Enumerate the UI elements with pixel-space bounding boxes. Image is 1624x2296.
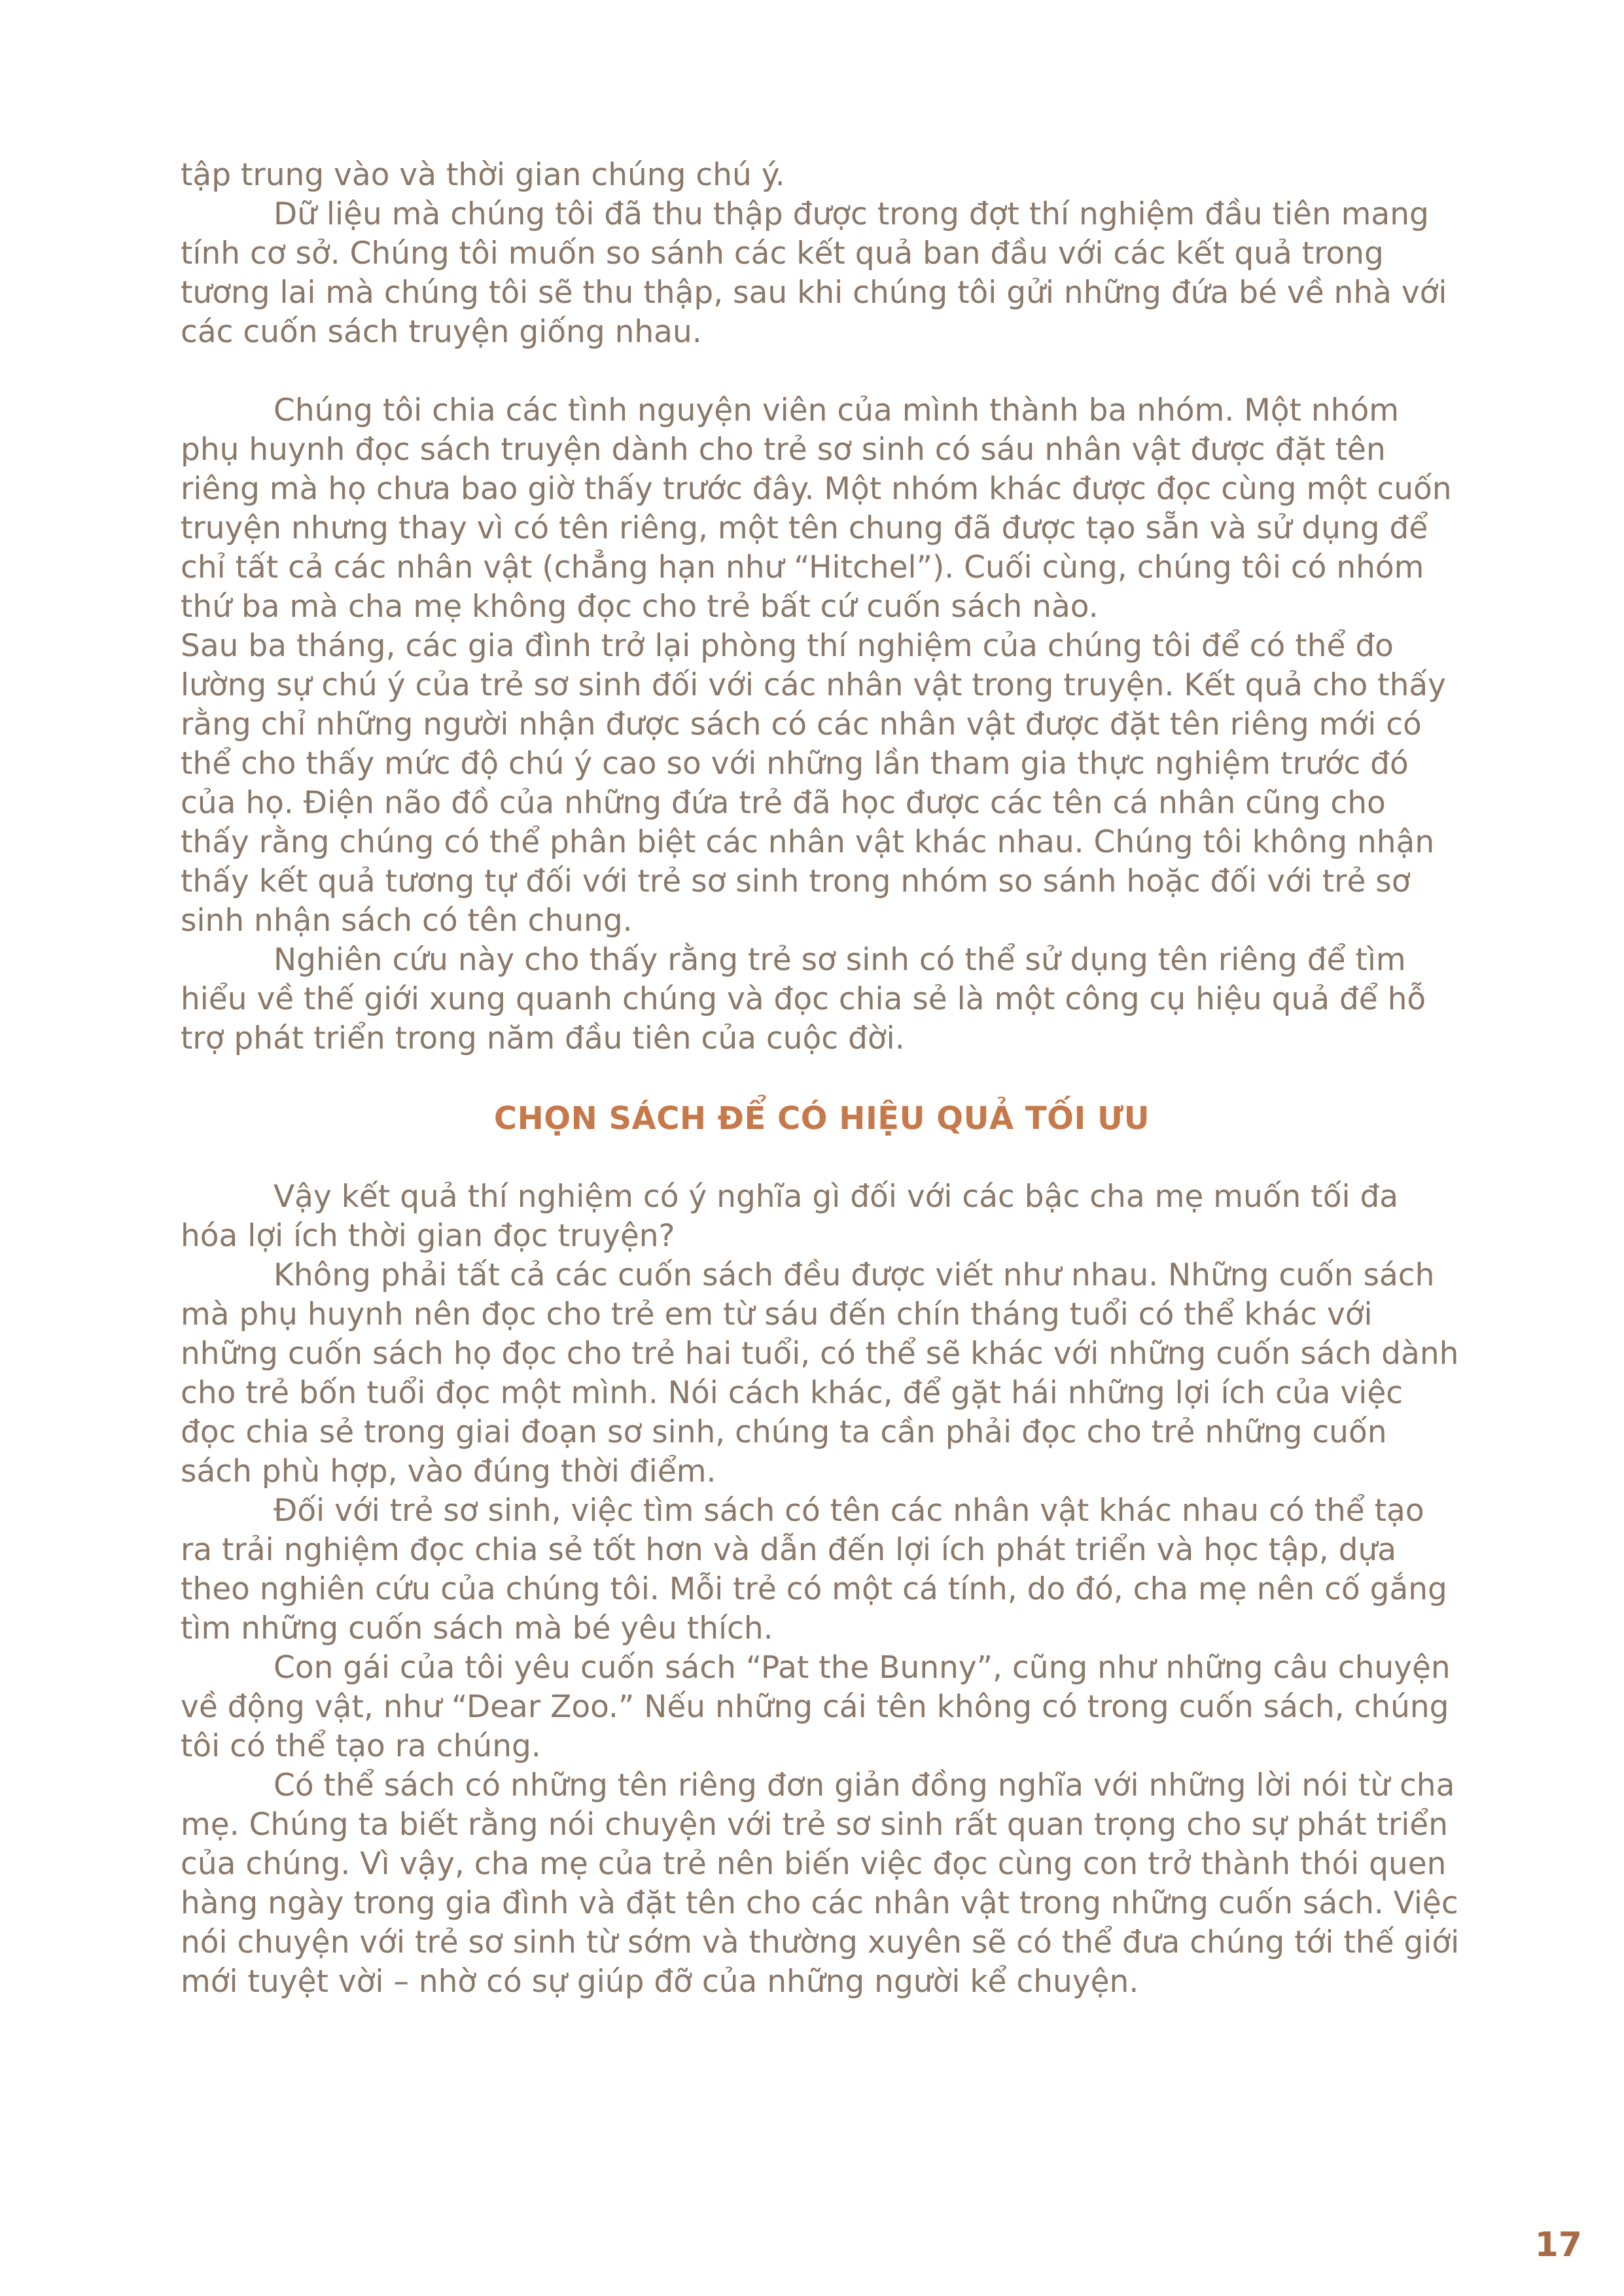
paragraph-10: Có thể sách có những tên riêng đơn giản đồng nghĩa với những lời nói từ cha mẹ. Chúng ta biết rằng nói chuyện với trẻ sơ sinh rất quan trọng cho sự phát triển của chúng. Vì vậy, cha mẹ của trẻ nên biến việc đọc cùng con trở thành thói quen hàng ngày trong gia đình và đặt tên cho các nhân vật trong những cuốn sách. Việc nói chuyện với trẻ sơ sinh từ sớm và thường xuyên sẽ có thể đưa chúng tới thế giới mới tuyệt vời – nhờ có sự giúp đỡ của những người kể chuyện. [181,1767,1460,2000]
paragraph-9: Con gái của tôi yêu cuốn sách “Pat the Bunny”, cũng như những câu chuyện về động vật, như “Dear Zoo.” Nếu những cái tên không có trong cuốn sách, chúng tôi có thể tạo ra chúng. [181,1650,1451,1764]
heading-gap [181,1058,1463,1099]
page-number: 17 [1534,2225,1582,2265]
article-body [181,156,1463,2002]
paragraph-7: Không phải tất cả các cuốn sách đều được viết như nhau. Những cuốn sách mà phụ huynh nên đọc cho trẻ em từ sáu đến chín tháng tuổi có thể khác với những cuốn sách họ đọc cho trẻ hai tuổi, có thể sẽ khác với những cuốn sách dành cho trẻ bốn tuổi đọc một mình. Nói cách khác, để gặt hái những lợi ích của việc đọc chia sẻ trong giai đoạn sơ sinh, chúng ta cần phải đọc cho trẻ những cuốn sách phù hợp, vào đúng thời điểm. [181,1257,1459,1489]
paragraph-2: Dữ liệu mà chúng tôi đã thu thập được trong đợt thí nghiệm đầu tiên mang tính cơ sở. Chúng tôi muốn so sánh các kết quả ban đầu với các kết quả trong tương lai mà chúng tôi sẽ thu thập, sau khi chúng tôi gửi những đứa bé về nhà với các cuốn sách truyện giống nhau. [181,196,1447,350]
paragraph-4: Sau ba tháng, các gia đình trở lại phòng thí nghiệm của chúng tôi để có thể đo lường sự chú ý của trẻ sơ sinh đối với các nhân vật trong truyện. Kết quả cho thấy rằng chỉ những người nhận được sách có các nhân vật được đặt tên riêng mới có thể cho thấy mức độ chú ý cao so với những lần tham gia thực nghiệm trước đó của họ. Điện não đồ của những đứa trẻ đã học được các tên cá nhân cũng cho thấy rằng chúng có thể phân biệt các nhân vật khác nhau. Chúng tôi không nhận thấy kết quả tương tự đối với trẻ sơ sinh trong nhóm so sánh hoặc đối với trẻ sơ sinh nhận sách có tên chung. [181,628,1446,939]
paragraph-6: Vậy kết quả thí nghiệm có ý nghĩa gì đối với các bậc cha mẹ muốn tối đa hóa lợi ích thời gian đọc truyện? [181,1179,1399,1254]
section-heading: CHỌN SÁCH ĐỂ CÓ HIỆU QUẢ TỐI ƯU [493,1100,1150,1137]
paragraph-1: tập trung vào và thời gian chúng chú ý. [181,157,785,193]
paragraph-8: Đối với trẻ sơ sinh, việc tìm sách có tên các nhân vật khác nhau có thể tạo ra trải nghiệm đọc chia sẻ tốt hơn và dẫn đến lợi ích phát triển và học tập, dựa theo nghiên cứu của chúng tôi. Mỗi trẻ có một cá tính, do đó, cha mẹ nên cố gắng tìm những cuốn sách mà bé yêu thích. [181,1493,1447,1646]
paragraph-3: Chúng tôi chia các tình nguyện viên của mình thành ba nhóm. Một nhóm phụ huynh đọc sách truyện dành cho trẻ sơ sinh có sáu nhân vật được đặt tên riêng mà họ chưa bao giờ thấy trước đây. Một nhóm khác được đọc cùng một cuốn truyện nhưng thay vì có tên riêng, một tên chung đã được tạo sẵn và sử dụng để chỉ tất cả các nhân vật (chẳng hạn như “Hitchel”). Cuối cùng, chúng tôi có nhóm thứ ba mà cha mẹ không đọc cho trẻ bất cứ cuốn sách nào. [181,392,1452,625]
paragraph-gap [181,352,1463,391]
paragraph-5: Nghiên cứu này cho thấy rằng trẻ sơ sinh có thể sử dụng tên riêng để tìm hiểu về thế giới xung quanh chúng và đọc chia sẻ là một công cụ hiệu quả để hỗ trợ phát triển trong năm đầu tiên của cuộc đời. [181,942,1426,1056]
heading-gap [181,1138,1463,1177]
